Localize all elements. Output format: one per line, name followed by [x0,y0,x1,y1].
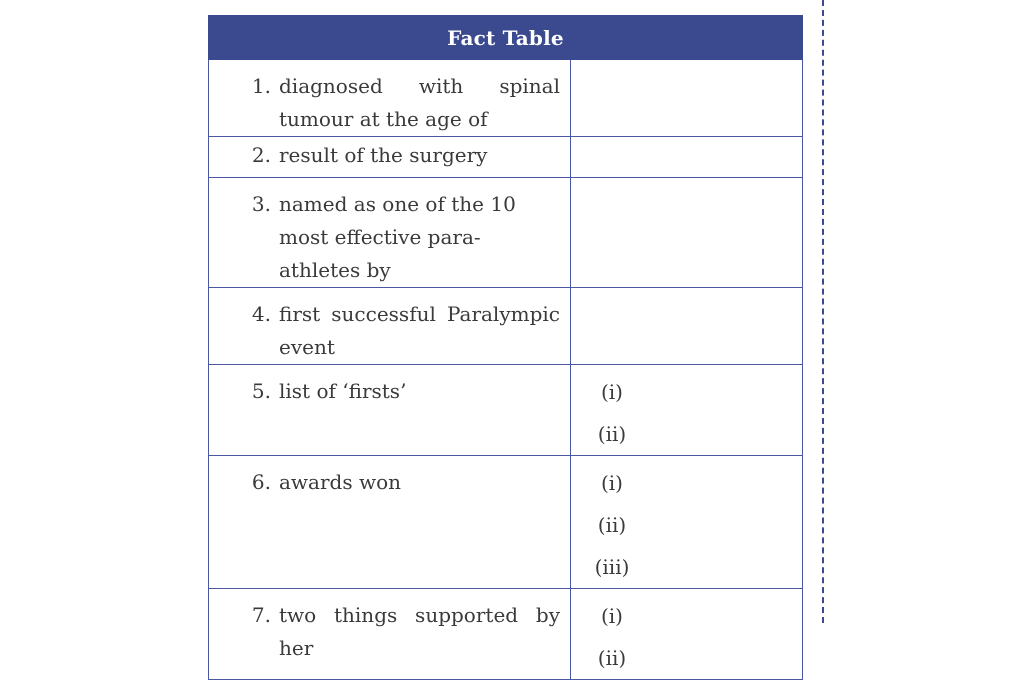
fact-table [208,15,803,680]
question-content [209,178,570,287]
question-number: 2. [251,143,271,167]
question-cell [209,589,571,680]
answer-content [571,365,802,455]
question-text: list of ‘firsts’ [279,379,407,403]
question-text: first successful Paralympic event [279,302,560,359]
answer-item-label: (ii) [597,646,627,670]
fact-table-title: Fact Table [209,16,803,60]
question-number: 7. [251,603,271,627]
question-cell [209,365,571,456]
answer-cell[interactable] [571,288,803,365]
question-number: 5. [251,379,271,403]
fact-table-header-row [209,16,803,60]
fact-table-row [209,365,803,456]
answer-content [571,288,802,294]
question-content [209,589,570,665]
margin-dashed-line [822,0,824,623]
fact-table-row [209,288,803,365]
fact-table-row [209,589,803,680]
fact-table-row [209,60,803,137]
answer-cell[interactable] [571,60,803,137]
answer-cell[interactable] [571,178,803,288]
fact-table-row [209,137,803,178]
question-number: 1. [251,74,271,98]
answer-cell[interactable] [571,589,803,680]
answer-content [571,60,802,66]
question-content [209,60,570,136]
question-content [209,288,570,364]
question-cell [209,178,571,288]
question-content [209,137,570,172]
answer-cell[interactable] [571,137,803,178]
question-text: two things supported by her [279,603,560,660]
question-number: 4. [251,302,271,326]
question-cell [209,456,571,589]
question-number: 6. [251,470,271,494]
answer-item-label: (i) [600,604,623,628]
answer-cell[interactable] [571,365,803,456]
question-cell [209,137,571,178]
question-cell [209,60,571,137]
answer-content [571,178,802,184]
fact-table-row [209,456,803,589]
answer-content [571,589,802,679]
question-cell [209,288,571,365]
answer-item-label: (i) [600,380,623,404]
answer-item-label: (iii) [594,555,630,579]
question-text: awards won [279,470,401,494]
question-text: diagnosed with spinal tumour at the age of [279,74,560,131]
question-number: 3. [251,192,271,216]
answer-item-label: (i) [600,471,623,495]
question-content [209,456,570,499]
question-text: named as one of the 10 most effective para-athletes by [279,192,516,282]
answer-content [571,137,802,143]
answer-content [571,456,802,588]
fact-table-body [209,60,803,680]
answer-cell[interactable] [571,456,803,589]
question-text: result of the surgery [279,143,488,167]
answer-item-label: (ii) [597,422,627,446]
question-content [209,365,570,408]
fact-table-row [209,178,803,288]
answer-item-label: (ii) [597,513,627,537]
